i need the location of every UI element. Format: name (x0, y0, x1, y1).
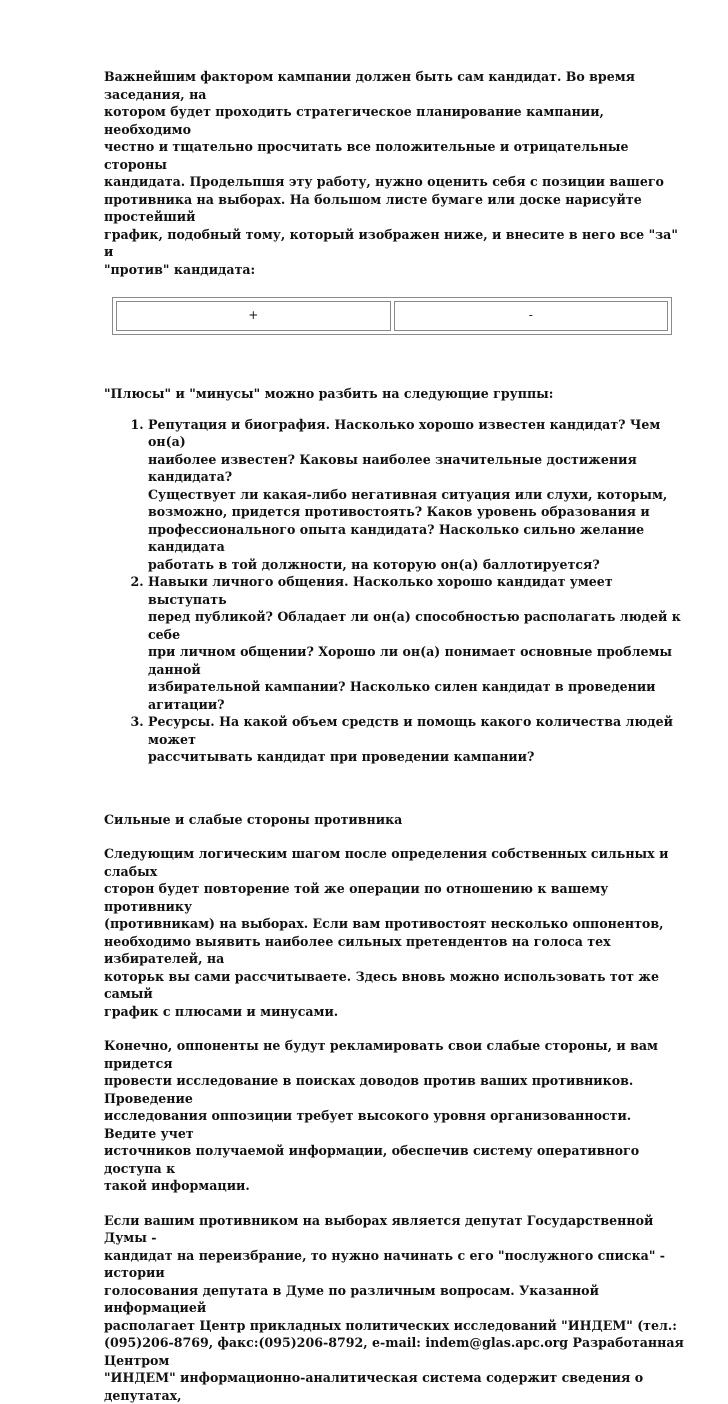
plus-minus-row (116, 301, 668, 331)
minus-cell: - (394, 301, 669, 331)
plus-minus-table (112, 297, 672, 335)
opponent-paragraph: Если вашим противником на выборах является депутат Государственной Думы - кандидат на переизбрание, то нужно начинать с его "послужного списка" - истории голосования депутата в Думе по различным вопросам. Указанной информацией располагает Центр прикладных политических исследований "ИНДЕМ" (тел.: (095)206-8769, факс:(095)206-8792, e-mail: indem@glas.apc.org Разработанная Центром "ИНДЕМ" информационно-аналитическая система содержит сведения о депутатах, (104, 1212, 684, 1404)
groups-list (104, 416, 684, 766)
list-item: 1. Репутация и биография. Насколько хорошо известен кандидат? Чем он(а) наиболее известен? Каковы наиболее значительные достижения кандидата? Существует ли какая-либо негативная ситуация или слухи, которым, возможно, придется противостоять? Каков уровень образования и профессионального опыта кандидата? Насколько сильно желание кандидата работать в той должности, на которую он(а) баллотируется? (148, 416, 684, 574)
intro-paragraph: Важнейшим фактором кампании должен быть сам кандидат. Во время заседания, на котором будет проходить стратегическое планирование кампании, необходимо честно и тщательно просчитать все положительные и отрицательные стороны кандидата. Продельпшя эту работу, нужно оценить себя с позиции вашего противника на выборах. На большом листе бумаге или доске нарисуйте простейший график, подобный тому, который изображен ниже, и внесите в него все "за" и "против" кандидата: (104, 68, 684, 278)
document-page (104, 68, 684, 1404)
groups-intro-paragraph: "Плюсы" и "минусы" можно разбить на следующие группы: (104, 385, 684, 403)
plus-cell: + (116, 301, 391, 331)
opponent-paragraph: Следующим логическим шагом после определения собственных сильных и слабых сторон будет повторение той же операции по отношению к вашему противнику (противникам) на выборах. Если вам противостоят несколько оппонентов, необходимо выявить наиболее сильных претендентов на голоса тех избирателей, на которьк вы сами рассчитываете. Здесь вновь можно использовать тот же самый график с плюсами и минусами. (104, 845, 684, 1020)
list-item: 2. Навыки личного общения. Насколько хорошо кандидат умеет выступать перед публикой? Обладает ли он(а) способностью располагать людей к себе при личном общении? Хорошо ли он(а) понимает основные проблемы данной избирательной кампании? Насколько силен кандидат в проведении агитации? (148, 573, 684, 713)
section-heading: Сильные и слабые стороны противника (104, 811, 684, 829)
opponent-paragraph: Конечно, оппоненты не будут рекламировать свои слабые стороны, и вам придется провести исследование в поисках доводов против ваших противников. Проведение исследования оппозиции требует высокого уровня организованности. Ведите учет источников получаемой информации, обеспечив систему оперативного доступа к такой информации. (104, 1037, 684, 1195)
list-item: 3. Ресурсы. На какой объем средств и помощь какого количества людей может рассчитывать кандидат при проведении кампании? (148, 713, 684, 766)
